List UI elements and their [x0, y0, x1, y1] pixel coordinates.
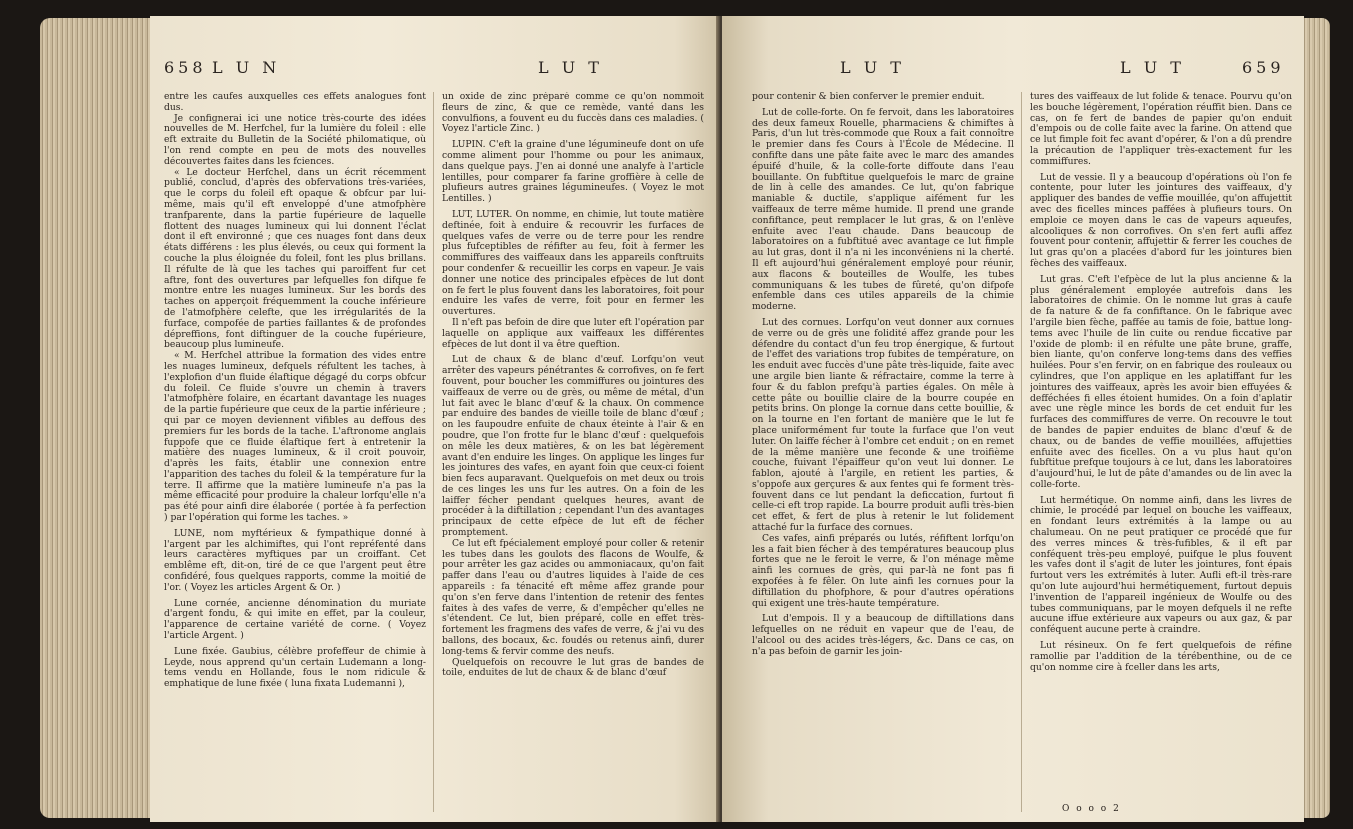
paragraph: LUNE, nom myftérieux & fympathique donné à l'argent par les alchimiftes, qui l'ont repréfenté dans leurs caractères myftiques par un croiffant. Cet emblême eft, dit-on, tiré de ce que l'argent peut être confidéré, fous quelques rapports, comme la moitié de l'or. ( Voyez les articles Argent & Or. ) [164, 527, 426, 593]
left-page-column-1 [164, 92, 426, 812]
paragraph: Lune cornée, ancienne dénomination du muriate d'argent fondu, & qui imite en effet, par la couleur, l'apparence de certaine variété de corne. ( Voyez l'article Argent. ) [164, 597, 426, 642]
paragraph: entre les caufes auxquelles ces effets analogues font dus. [164, 92, 426, 113]
signature-mark: O o o o 2 [1062, 804, 1121, 814]
left-running-head [150, 58, 720, 88]
paragraph: Lune fixée. Gaubius, célèbre profeffeur de chimie à Leyde, nous apprend qu'un certain Ludemann a long-tems vendu en Hollande, fous le nom ridicule & emphatique de lune fixée ( luna fixata Ludemanni ), [164, 645, 426, 690]
running-head-left-a: L U N [212, 58, 281, 77]
paragraph: un oxide de zinc préparé comme ce qu'on nommoit fleurs de zinc, & que ce remède, vanté dans les convulfions, a fouvent eu du fuccès dans ces maladies. ( Voyez l'article Zinc. ) [442, 92, 704, 135]
paragraph: Lut des cornues. Lorfqu'on veut donner aux cornues de verre ou de grès une folidité affez grande pour les défendre du contact d'un feu trop énergique, & furtout de l'effet des variations trop fubites de température, on les enduit avec fuccès d'une pâte très-liquide, faite avec une argile bien liante & réfractaire, comme la terre à four & du fablon prefqu'à parties égales. On mêle à cette pâte ou bouillie claire de la bourre coupée en petits brins. On plonge la cornue dans cette bouillie, & on la tourne en l'en fortant de manière que le lut fe place uniformément fur toute la furface que l'on veut luter. On laiffe fécher à l'ombre cet enduit ; on en remet de la même manière une feconde & une troifième couche, fuivant l'épaiffeur qu'on veut lui donner. Le fablon, ajouté à l'argile, en retient les parties, & s'oppofe aux gerçures & aux fentes qui fe forment très-fouvent dans ce lut pendant la deficcation, furtout fi celle-ci eft trop rapide. La bourre produit aufli très-bien cet effet, & fert de plus à retenir le lut folidement attaché fur la furface des cornues. [752, 316, 1014, 534]
paragraph: Lut de chaux & de blanc d'œuf. Lorfqu'on veut arrêter des vapeurs pénétrantes & corrofives, on fe fert fouvent, pour boucher les commiffures ou jointures des vaiffeaux de verre ou de grès, ou même de métal, d'un lut fait avec le blanc d'œuf & la chaux. On commence par enduire des bandes de vieille toile de blanc d'œuf ; on les faupoudre enfuite de chaux éteinte à l'air & en poudre, que l'on frotte fur le blanc d'œuf : quelquefois on mêle les deux matières, & on les bat légèrement avant d'en enduire les linges. On applique les linges fur les jointures des vafes, en ayant foin que ceux-ci foient bien fecs auparavant. Quelquefois on met deux ou trois de ces linges les uns fur les autres. On a foin de les laiffer fécher pendant quelques heures, avant de procéder à la diftillation ; cependant l'un des avantages principaux de cette efpèce de lut eft de fécher promptement. [442, 354, 704, 539]
paragraph: « Le docteur Herfchel, dans un écrit récemment publié, conclud, d'après des obfervations très-variées, que le corps du foleil eft opaque & obfcur par lui-même, mais qu'il eft enveloppé d'une atmofphère tranfparente, dans la partie fupérieure de laquelle flottent des nuages lumineux qui lui donnent l'éclat dont il eft environné ; que ces nuages font dans deux états différens : les plus élevés, ou ceux qui forment la couche la plus éloignée du foleil, font les plus brillans. Il réfulte de là que les taches qui paroiffent fur cet aftre, font des ouvertures par lefquelles fon difque fe montre entre les nuages lumineux. Sur les bords des taches on apperçoit fréquemment la couche inférieure de l'atmofphère celefte, que les irrégularités de la furface, compofée de parties faillantes & de profondes dépreffions, font diftinguer de la couche fupérieure, beaucoup plus lumineufe. [164, 166, 426, 351]
paragraph: Ce lut eft fpécialement employé pour coller & retenir les tubes dans les goulots des flacons de Woulfe, & pour arrêter les gaz acides ou ammoniacaux, qu'on fait paffer dans l'eau ou d'autres liquides à l'aide de ces appareils : fa ténacité eft même affez grande pour qu'on s'en ferve dans l'intention de retenir des fentes faites à des vafes de verre, & d'empêcher qu'elles ne s'étendent. Ce lut, bien préparé, colle en effet très-fortement les fragmens des vafes de verre, & j'ai vu des ballons, des bocaux, &c. foudés ou retenus ainfi, durer long-tems & fervir comme des neufs. [442, 537, 704, 657]
left-page [150, 16, 720, 822]
paragraph: tures des vaiffeaux de lut folide & tenace. Pourvu qu'on les bouche légèrement, l'opération réuffit bien. Dans ce cas, on fe fert de bandes de papier qu'on enduit d'empois ou de colle faite avec la farine. On attend que ce lut fimple foit fec avant d'opérer, & l'on a dû prendre la précaution de l'appliquer très-exactement fur les commiffures. [1030, 92, 1292, 167]
running-head-right-b: L U T [1120, 58, 1185, 77]
column-rule [433, 92, 434, 812]
page-block-right [1302, 18, 1330, 818]
paragraph: Lut résineux. On fe fert quelquefois de réfine ramollie par l'addition de la térébenthine, ou de ce qu'on nomme cire à fceller dans les arts, [1030, 640, 1292, 673]
paragraph: LUT, LUTER. On nomme, en chimie, lut toute matière deftinée, foit à enduire & recouvrir les furfaces de quelques vafes de verre ou de terre pour les rendre plus fufceptibles de réfifter au feu, foit à fermer les commiffures des vaiffeaux dans les appareils conftruits pour condenfer & recueillir les corps en vapeur. Je vais donner une notice des principales efpèces de lut dont on fe fert le plus fouvent dans les laboratoires, foit pour enduire les vafes de verre, foit pour en fermer les ouvertures. [442, 208, 704, 318]
paragraph: Lut hermétique. On nomme ainfi, dans les livres de chimie, le procédé par lequel on bouche les vaiffeaux, en fondant leurs extrémités à la lampe ou au chalumeau. On ne peut pratiquer ce procédé que fur des verres minces & très-fufibles, & il eft par conféquent très-peu employé, puifque le plus fouvent les vafes dont il s'agit de luter les jointures, font épais furtout vers les extrémités à luter. Aufli eft-il très-rare qu'on lute aujourd'hui hermétiquement, furtout depuis l'invention de l'appareil ingénieux de Woulfe ou des tubes communiquans, par le moyen defquels il ne refte aucune iffue extérieure aux vapeurs ou aux gaz, & par conféquent aucune perte à craindre. [1030, 494, 1292, 636]
right-page-column-1 [752, 92, 1014, 812]
open-book [40, 4, 1330, 826]
paragraph: Lut de colle-forte. On fe fervoit, dans les laboratoires des deux fameux Rouelle, pharmaciens & chimiftes à Paris, d'un lut très-commode que Roux a fait connoître le premier dans fes Cours à l'École de Médecine. Il confifte dans une pâte faite avec le marc des amandes épuifé d'huile, & la colle-forte diffoute dans l'eau bouillante. On fubftitue quelquefois le marc de graine de lin à celle des amandes. Ce lut, qu'on fabrique maniable & ductile, s'applique aifément fur les vaiffeaux de terre même humide. Il prend une grande confiftance, peut remplacer le lut gras, & on l'enlève enfuite avec l'eau chaude. Dans beaucoup de laboratoires on a fubftitué avec avantage ce lut fimple au lut gras, dont il n'a ni les inconvéniens ni la cherté. Il eft aujourd'hui généralement employé pour réunir, aux flacons & bouteilles de Woulfe, les tubes communiquans & les tubes de fûreté, qu'on difpofe enfemble dans ces utiles appareils de la chimie moderne. [752, 106, 1014, 313]
page-block-left [40, 18, 152, 818]
paragraph: Quelquefois on recouvre le lut gras de bandes de toile, enduites de lut de chaux & de blanc d'œuf [442, 656, 704, 679]
paragraph: Lut gras. C'eft l'efpèce de lut la plus ancienne & la plus généralement employée autrefois dans les laboratoires de chimie. On le nomme lut gras à caufe de fa nature & de fa confiftance. On le fabrique avec l'argile bien fèche, paffée au tamis de foie, battue long-tems avec l'huile de lin cuite ou rendue ficcative par l'oxide de plomb: il en réfulte une pâte brune, graffe, bien liante, qu'on conferve long-tems dans des veffies huilées. Pour s'en fervir, on en fabrique des rouleaux ou cylindres, que l'on applique en les aplatiffant fur les jointures des vaiffeaux, après les avoir bien effuyées & defféchées fi elles étoient humides. On a foin d'aplatir avec une règle mince les bords de cet enduit fur les furfaces des commiffures de verre. On recouvre le tout de bandes de papier enduites de blanc d'œuf & de chaux, ou de bandes de veffie mouillées, affujetties enfuite avec des ficelles. On a vu plus haut qu'on fubftitue prefque toujours à ce lut, dans les laboratoires d'aujourd'hui, le lut de pâte d'amandes ou de lin avec la colle-forte. [1030, 273, 1292, 490]
paragraph: Il n'eft pas befoin de dire que luter eft l'opération par laquelle on applique aux vaiffeaux les différentes efpèces de lut dont il va être queftion. [442, 316, 704, 350]
column-rule [1021, 92, 1022, 812]
right-page-column-2 [1030, 92, 1292, 812]
paragraph: Lut de vessie. Il y a beaucoup d'opérations où l'on fe contente, pour luter les jointures des vaiffeaux, d'y appliquer des bandes de veffie mouillée, qu'on affujettit avec des ficelles minces paffées à plufieurs tours. On emploie ce moyen dans le cas de vapeurs aqueufes, alcooliques & non corrofives. On s'en fert aufli affez fouvent pour contenir, affujettir & ferrer les couches de lut gras qu'on a placées d'abord fur les jointures bien fèches des vaiffeaux. [1030, 171, 1292, 269]
left-page-column-2 [442, 92, 704, 812]
paragraph: pour contenir & bien conferver le premier enduit. [752, 92, 985, 102]
paragraph: « M. Herfchel attribue la formation des vides entre les nuages lumineux, defquels réfultent les taches, à l'explofion d'un fluide élaftique dégagé du corps obfcur du foleil. Ce fluide s'ouvre un chemin à travers l'atmofphère folaire, en écartant davantage les nuages de la partie fupérieure que ceux de la partie inférieure ; qui par ce moyen deviennent vifibles au deffous des premiers fur les bords de la tache. L'aftronome anglais fuppofe que ce fluide élaftique fert à entretenir la matière des nuages lumineux, & il croit pouvoir, d'après les faits, établir une connexion entre l'apparition des taches du foleil & la température fur la terre. Il affirme que la matière lumineufe n'a pas la même efficacité pour produire la chaleur lorfqu'elle n'a pas été pour ainfi dire élaborée ( portée à fa perfection ) par l'opération qui forme les taches. » [164, 350, 426, 524]
running-head-left-b: L U T [538, 58, 603, 77]
right-running-head [722, 58, 1304, 88]
running-head-right-a: L U T [840, 58, 905, 77]
page-number-left: 658 [164, 58, 207, 77]
paragraph: Lut d'empois. Il y a beaucoup de diftillations dans lefquelles on ne réduit en vapeur que de l'eau, de l'alcool ou des acides très-légers, &c. Dans ce cas, on n'a pas befoin de garnir les join- [752, 613, 1014, 657]
paragraph: Je confignerai ici une notice très-courte des idées nouvelles de M. Herfchel, fur la lumière du foleil : elle eft extraite du Bulletin de la Société philomatique, où l'on rend compte en peu de mots des nouvelles découvertes faites dans les fciences. [164, 112, 426, 167]
paragraph: LUPIN. C'eft la graine d'une légumineufe dont on ufe comme aliment pour l'homme ou pour les animaux, dans quelque pays. J'en ai donné une analyfe à l'article lentilles, pour comparer fa farine groffière à celle de plufieurs autres graines légumineufes. ( Voyez le mot Lentilles. ) [442, 139, 704, 205]
right-page [722, 16, 1304, 822]
page-number-right: 659 [1242, 58, 1285, 77]
top-shadow [40, 4, 1330, 14]
paragraph: Ces vafes, ainfi préparés ou lutés, réfiftent lorfqu'on les a fait bien fécher à des températures beaucoup plus fortes que ne le feroit le verre, & l'on ménage même ainfi les cornues de grès, qui par-là ne font pas fi expofées à fe fêler. On lute ainfi les cornues pour la diftillation du phofphore, & pour d'autres opérations qui exigent une très-haute température. [752, 532, 1014, 609]
